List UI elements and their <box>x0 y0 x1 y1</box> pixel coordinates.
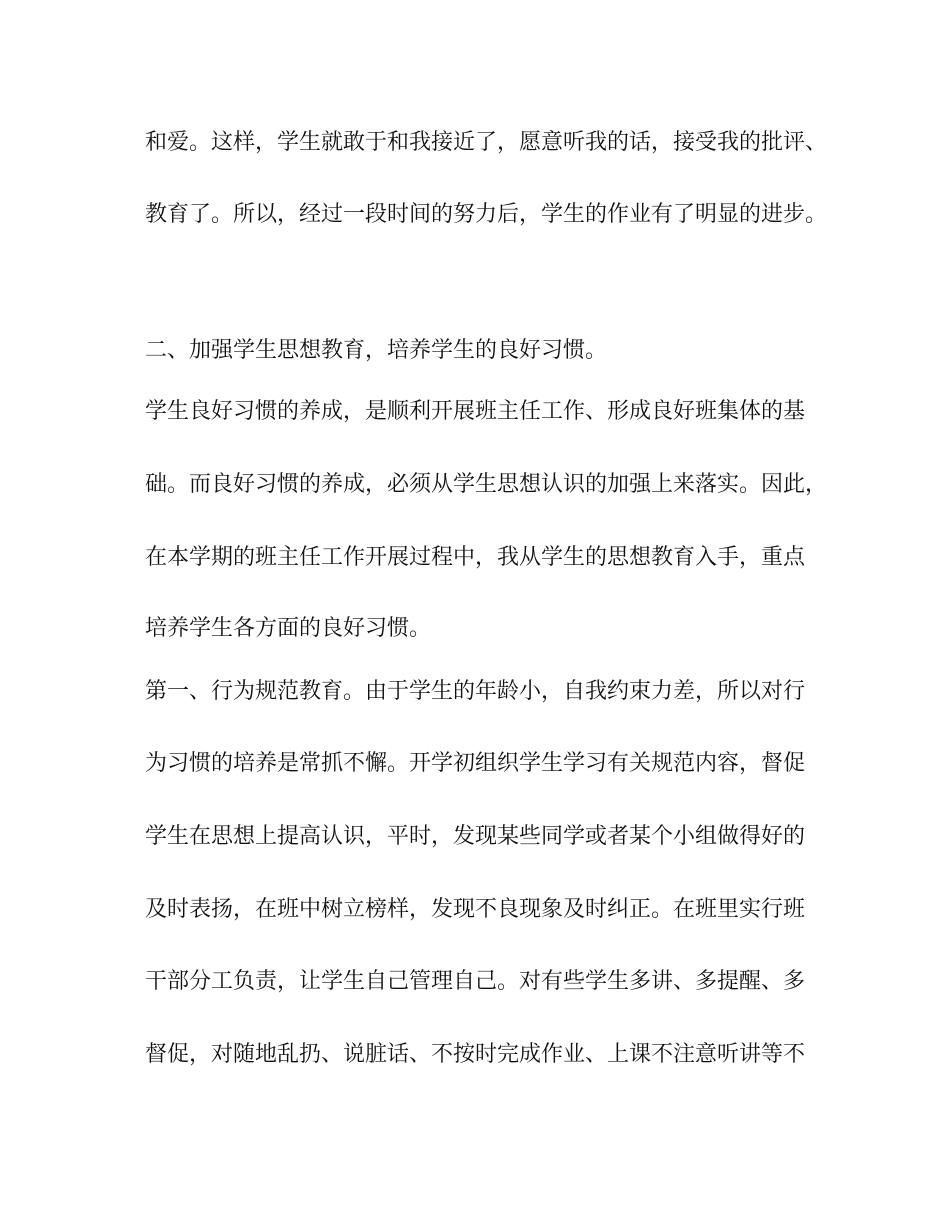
text-line: 教育了。所以，经过一段时间的努力后，学生的作业有了明显的进步。 <box>145 202 828 227</box>
text-line: 学生良好习惯的养成，是顺利开展班主任工作、形成良好班集体的基 <box>145 399 806 424</box>
text-line: 学生在思想上提高认识，平时，发现某些同学或者某个小组做得好的 <box>145 824 806 849</box>
text-line: 干部分工负责，让学生自己管理自己。对有些学生多讲、多提醒、多 <box>145 969 806 994</box>
section-heading: 二、加强学生思想教育，培养学生的良好习惯。 <box>145 338 608 363</box>
text-line: 第一、行为规范教育。由于学生的年龄小，自我约束力差，所以对行 <box>145 679 806 704</box>
text-line: 及时表扬，在班中树立榜样，发现不良现象及时纠正。在班里实行班 <box>145 897 806 922</box>
text-line: 督促，对随地乱扔、说脏话、不按时完成作业、上课不注意听讲等不 <box>145 1042 806 1067</box>
text-line: 培养学生各方面的良好习惯。 <box>145 616 432 641</box>
text-line: 础。而良好习惯的养成，必须从学生思想认识的加强上来落实。因此， <box>145 472 828 497</box>
text-line: 在本学期的班主任工作开展过程中，我从学生的思想教育入手，重点 <box>145 545 806 570</box>
text-line: 和爱。这样，学生就敢于和我接近了，愿意听我的话，接受我的批评、 <box>145 130 828 155</box>
text-line: 为习惯的培养是常抓不懈。开学初组织学生学习有关规范内容，督促 <box>145 751 806 776</box>
